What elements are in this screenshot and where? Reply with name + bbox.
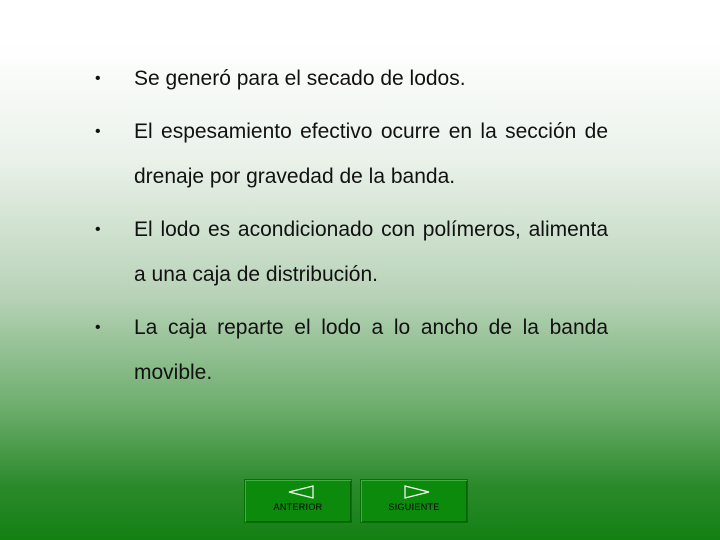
bullet-text: El lodo es acondicionado con polímeros, alimenta a una caja de distribución.	[134, 218, 608, 286]
triangle-right-icon	[361, 485, 469, 499]
triangle-left-icon	[245, 485, 353, 499]
next-label: SIGUIENTE	[388, 502, 440, 512]
bullet-text: La caja reparte el lodo a lo ancho de la banda movible.	[134, 316, 608, 384]
bullet-marker: •	[95, 221, 101, 238]
bullet-marker: •	[95, 70, 101, 87]
previous-label: ANTERIOR	[273, 502, 323, 512]
bullet-marker: •	[95, 319, 101, 336]
bullet-text: El espesamiento efectivo ocurre en la sección de drenaje por gravedad de la banda.	[134, 120, 608, 188]
bullet-marker: •	[95, 123, 101, 140]
bullet-item	[88, 207, 608, 297]
bullet-list	[88, 56, 608, 403]
navigation-bar	[244, 479, 470, 523]
next-button[interactable]	[360, 479, 468, 523]
previous-button[interactable]	[244, 479, 352, 523]
bullet-text: Se generó para el secado de lodos.	[134, 67, 466, 90]
bullet-item	[88, 305, 608, 395]
bullet-item	[88, 56, 608, 101]
bullet-item	[88, 109, 608, 199]
